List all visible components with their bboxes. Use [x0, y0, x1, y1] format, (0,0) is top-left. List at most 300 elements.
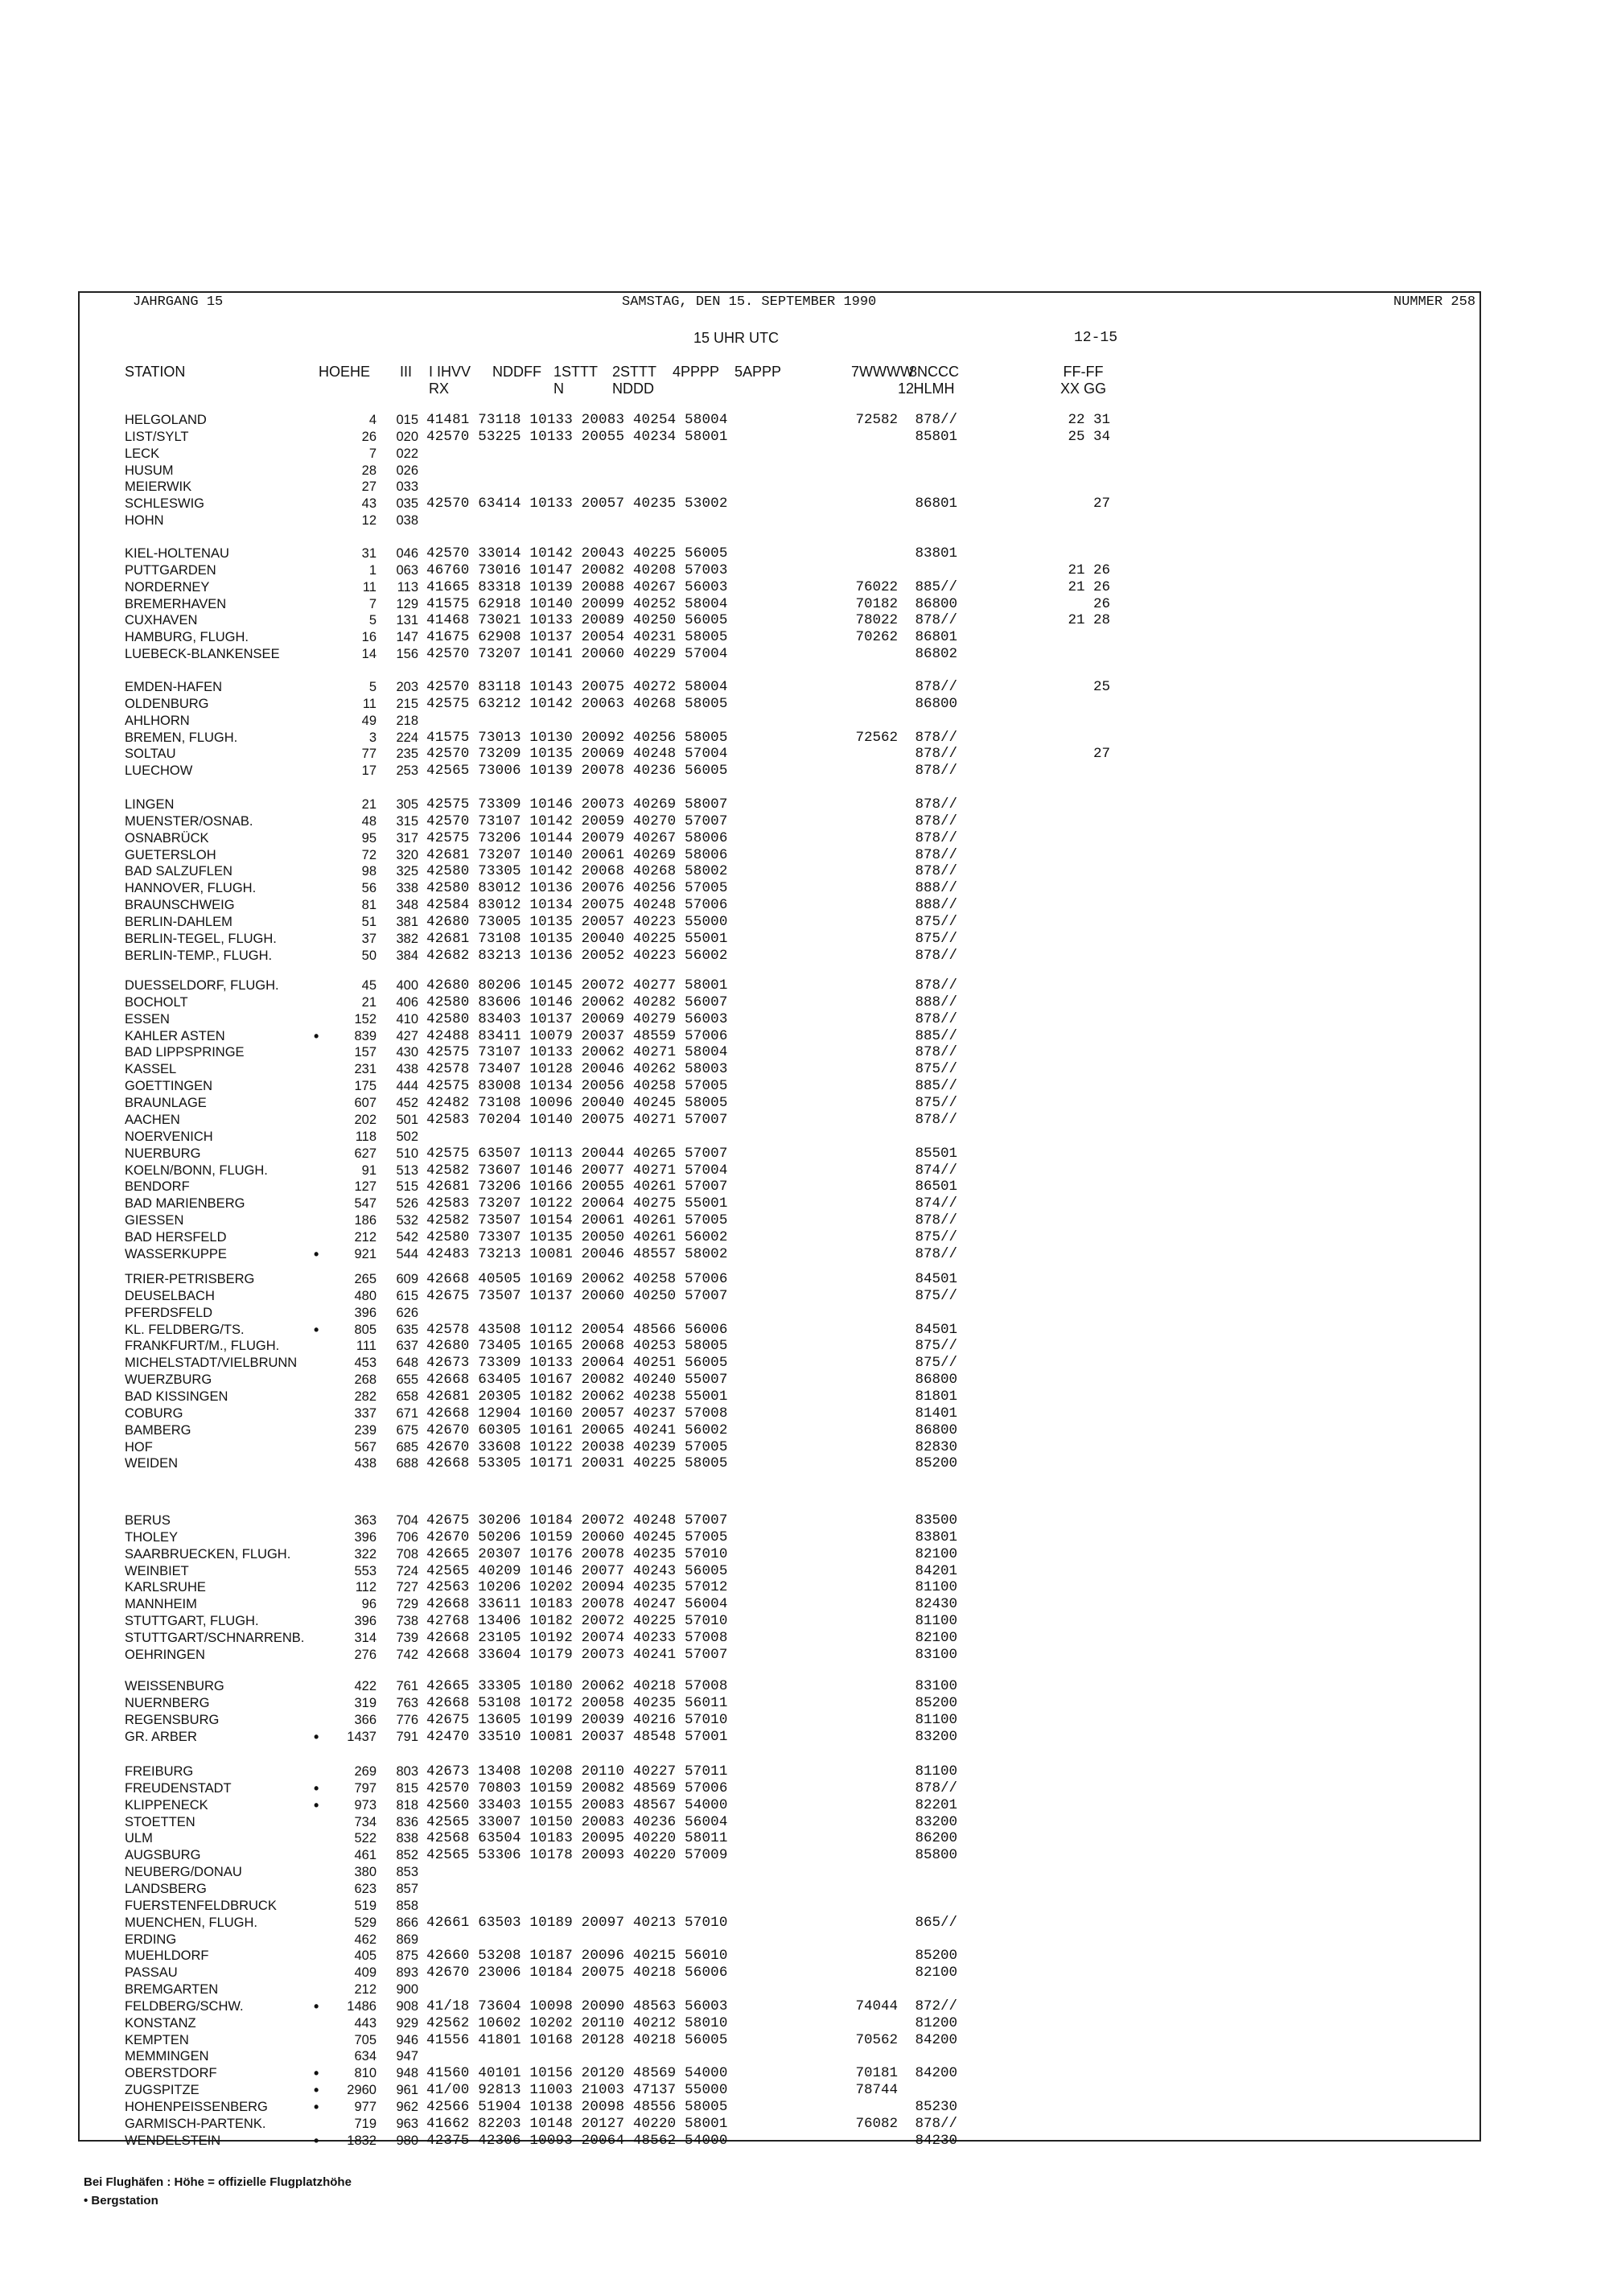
station-name: MANNHEIM	[125, 1597, 197, 1612]
weather-group-7: 78022	[855, 612, 898, 629]
station-height: 72	[361, 847, 377, 862]
table-row	[0, 1763, 1480, 1780]
cloud-group-8: 874//	[915, 1195, 957, 1212]
table-row	[0, 1338, 1480, 1355]
mountain-station-marker: •	[314, 1796, 319, 1813]
station-name: KONSTANZ	[125, 2015, 196, 2031]
cloud-group-8: 83100	[915, 1646, 957, 1663]
station-height: 186	[354, 1213, 377, 1228]
cloud-group-8: 875//	[915, 1338, 957, 1355]
footnote-airport-height: Bei Flughäfen : Höhe = offizielle Flugplatzhöhe	[84, 2175, 352, 2189]
station-height: 268	[354, 1372, 377, 1388]
station-id: 315	[396, 813, 418, 829]
station-id: 317	[396, 830, 418, 846]
station-height: 480	[354, 1288, 377, 1303]
station-name: NOERVENICH	[125, 1129, 213, 1144]
station-height: 3	[368, 730, 377, 745]
mountain-station-marker: •	[314, 2099, 319, 2115]
station-height: 461	[354, 1848, 377, 1863]
gust-group: 27	[1093, 496, 1110, 512]
station-id: 526	[396, 1196, 418, 1212]
station-height: 21	[361, 797, 377, 812]
table-row	[0, 1455, 1480, 1472]
col-ihvv-rx: I IHVV RX	[429, 364, 471, 397]
station-name: BRAUNLAGE	[125, 1096, 207, 1110]
synop-groups: 42682 83213 10136 20052 40223 56002	[426, 947, 728, 964]
col-7wwww: 7WWWW 12	[851, 364, 914, 397]
synop-groups: 41575 62918 10140 20099 40252 58004	[426, 595, 728, 612]
table-row	[0, 1212, 1480, 1229]
station-id: 739	[396, 1631, 418, 1645]
table-row	[0, 596, 1480, 613]
station-height: 627	[354, 1146, 377, 1161]
station-id: 655	[396, 1372, 418, 1388]
station-height: 96	[361, 1597, 377, 1612]
station-height: 529	[354, 1915, 377, 1930]
station-height: 26	[361, 429, 377, 444]
table-row	[0, 1129, 1480, 1146]
cloud-group-8: 878//	[915, 412, 957, 428]
cloud-group-8: 84200	[915, 2031, 957, 2048]
station-id: 515	[396, 1179, 418, 1195]
table-row	[0, 1830, 1480, 1847]
table-row	[0, 880, 1480, 897]
cloud-group-8: 83801	[915, 1529, 957, 1545]
cloud-group-8: 888//	[915, 880, 957, 897]
table-row	[0, 1695, 1480, 1712]
table-row	[0, 1288, 1480, 1305]
station-height: 112	[355, 1580, 377, 1595]
footnote-mountain-station: • Bergstation	[84, 2194, 158, 2208]
station-id: 501	[396, 1113, 418, 1127]
cloud-group-8: 874//	[915, 1162, 957, 1179]
station-name: MEMMINGEN	[125, 2049, 209, 2064]
station-height: 95	[361, 830, 377, 846]
station-height: 623	[354, 1881, 377, 1896]
station-name: GUETERSLOH	[125, 847, 216, 862]
cloud-group-8: 888//	[915, 994, 957, 1010]
station-height: 37	[361, 931, 377, 946]
cloud-group-8: 878//	[915, 947, 957, 964]
table-row	[0, 1981, 1480, 1998]
station-name: BREMEN, FLUGH.	[125, 730, 238, 745]
station-name: FREIBURG	[125, 1764, 194, 1779]
table-row	[0, 1179, 1480, 1195]
station-height: 322	[354, 1546, 377, 1562]
table-row	[0, 679, 1480, 696]
station-name: STOETTEN	[125, 1814, 195, 1829]
station-id: 626	[396, 1305, 418, 1320]
synop-groups: 42575 83008 10134 20056 40258 57005	[426, 1078, 728, 1095]
table-row	[0, 763, 1480, 780]
station-name: HOF	[125, 1439, 153, 1455]
cloud-group-8: 83100	[915, 1678, 957, 1694]
cloud-group-8: 878//	[915, 1780, 957, 1796]
synop-groups: 42661 63503 10189 20097 40213 57010	[426, 1914, 728, 1931]
cloud-group-8: 85200	[915, 1455, 957, 1472]
cloud-group-8: 82201	[915, 1796, 957, 1813]
cloud-group-8: 878//	[915, 863, 957, 880]
station-height: 634	[354, 2049, 377, 2064]
station-height: 462	[354, 1932, 377, 1947]
col-ff-ff: FF-FF XX GG	[1060, 364, 1107, 397]
gust-group: 21 26	[1068, 562, 1110, 578]
cloud-group-8: 888//	[915, 897, 957, 914]
cloud-group-8: 878//	[915, 813, 957, 829]
table-row	[0, 1712, 1480, 1729]
station-name: BAMBERG	[125, 1422, 191, 1438]
station-id: 818	[396, 1797, 418, 1813]
station-id: 869	[396, 1932, 418, 1947]
station-height: 212	[354, 1230, 377, 1245]
synop-groups: 42582 73507 10154 20061 40261 57005	[426, 1212, 728, 1229]
synop-groups: 42665 33305 10180 20062 40218 57008	[426, 1678, 728, 1694]
table-row	[0, 2133, 1480, 2150]
table-row	[0, 496, 1480, 512]
cloud-group-8: 82100	[915, 1965, 957, 1981]
col-1sttt: 1STTT N	[553, 364, 599, 397]
table-row	[0, 612, 1480, 629]
station-height: 522	[354, 1831, 377, 1846]
station-id: 853	[396, 1865, 418, 1880]
station-height: 337	[354, 1405, 377, 1421]
station-height: 422	[354, 1679, 377, 1693]
station-id: 035	[396, 496, 418, 512]
station-height: 319	[354, 1695, 377, 1710]
cloud-group-8: 875//	[915, 1095, 957, 1111]
station-height: 734	[354, 1814, 377, 1829]
station-name: HAMBURG, FLUGH.	[125, 630, 249, 645]
synop-groups: 42570 70803 10159 20082 48569 57006	[426, 1780, 728, 1796]
station-id: 063	[396, 562, 418, 578]
synop-groups: 42680 73405 10165 20068 40253 58005	[426, 1338, 728, 1355]
cloud-group-8: 878//	[915, 763, 957, 780]
station-height: 519	[354, 1898, 377, 1913]
station-height: 5	[368, 680, 377, 694]
synop-groups: 42580 83012 10136 20076 40256 57005	[426, 880, 728, 897]
weather-group-7: 70181	[855, 2065, 898, 2082]
station-name: GOETTINGEN	[125, 1079, 213, 1094]
station-name: MUEHLDORF	[125, 1948, 209, 1964]
station-height: 239	[354, 1422, 377, 1438]
synop-groups: 42575 73107 10133 20062 40271 58004	[426, 1044, 728, 1061]
table-row	[0, 1780, 1480, 1797]
station-name: BERLIN-TEMP., FLUGH.	[125, 948, 273, 963]
cloud-group-8: 83500	[915, 1512, 957, 1529]
synop-groups: 41675 62908 10137 20054 40231 58005	[426, 629, 728, 646]
station-name: WEISSENBURG	[125, 1679, 224, 1693]
station-id: 430	[396, 1045, 418, 1060]
table-row	[0, 1078, 1480, 1095]
table-row	[0, 948, 1480, 965]
table-row	[0, 629, 1480, 646]
station-id: 761	[396, 1679, 418, 1693]
station-height: 12	[361, 513, 377, 529]
cloud-group-8: 878//	[915, 2115, 957, 2132]
synop-groups: 42584 83012 10134 20075 40248 57006	[426, 897, 728, 914]
synop-groups: 46760 73016 10147 20082 40208 57003	[426, 562, 728, 578]
synop-groups: 42565 33007 10150 20083 40236 56004	[426, 1813, 728, 1830]
synop-groups: 42768 13406 10182 20072 40225 57010	[426, 1613, 728, 1630]
cloud-group-8: 86800	[915, 1422, 957, 1438]
station-name: NUERBURG	[125, 1146, 201, 1161]
station-height: 5	[368, 613, 377, 628]
table-row	[0, 863, 1480, 880]
station-height: 705	[354, 2032, 377, 2047]
table-row	[0, 512, 1480, 529]
station-id: 706	[396, 1529, 418, 1545]
col-8nccc: 8NCCC HLMH	[909, 364, 960, 397]
table-row	[0, 479, 1480, 496]
station-name: NEUBERG/DONAU	[125, 1865, 242, 1880]
station-id: 675	[396, 1422, 418, 1438]
station-name: PASSAU	[125, 1965, 178, 1981]
table-row	[0, 1305, 1480, 1322]
mountain-station-marker: •	[314, 1780, 319, 1796]
station-name: BERLIN-DAHLEM	[125, 915, 233, 929]
station-height: 43	[361, 496, 377, 512]
cloud-group-8: 82430	[915, 1596, 957, 1613]
station-id: 980	[396, 2133, 418, 2148]
synop-groups: 42665 20307 10176 20078 40235 57010	[426, 1545, 728, 1562]
station-height: 805	[354, 1322, 377, 1337]
cloud-group-8: 84501	[915, 1321, 957, 1338]
station-height: 314	[354, 1631, 377, 1645]
station-height: 202	[354, 1113, 377, 1127]
cloud-group-8: 878//	[915, 796, 957, 813]
synop-groups: 42675 73507 10137 20060 40250 57007	[426, 1287, 728, 1304]
synop-groups: 42570 53225 10133 20055 40234 58001	[426, 428, 728, 445]
station-height: 45	[361, 978, 377, 993]
station-name: OLDENBURG	[125, 696, 209, 711]
col-hoehe: HOEHE	[319, 364, 371, 380]
station-id: 704	[396, 1513, 418, 1528]
station-name: BREMGARTEN	[125, 1982, 219, 1998]
station-height: 380	[354, 1865, 377, 1880]
station-id: 688	[396, 1456, 418, 1471]
cloud-group-8: 885//	[915, 1078, 957, 1095]
cloud-group-8: 865//	[915, 1914, 957, 1931]
station-name: KLIPPENECK	[125, 1797, 208, 1813]
station-name: BREMERHAVEN	[125, 596, 227, 611]
station-height: 152	[354, 1011, 377, 1027]
station-id: 836	[396, 1814, 418, 1829]
table-row	[0, 463, 1480, 479]
table-row	[0, 2116, 1480, 2133]
table-row	[0, 2032, 1480, 2049]
station-name: LIST/SYLT	[125, 429, 189, 444]
table-row	[0, 1422, 1480, 1439]
station-name: BERLIN-TEGEL, FLUGH.	[125, 931, 277, 946]
gust-group: 26	[1093, 595, 1110, 612]
cloud-group-8: 878//	[915, 1112, 957, 1128]
cloud-group-8: 85200	[915, 1694, 957, 1711]
station-height: 921	[354, 1246, 377, 1261]
synop-groups: 41/00 92813 11003 21003 47137 55000	[426, 2082, 728, 2099]
synop-groups: 42681 20305 10182 20062 40238 55001	[426, 1389, 728, 1405]
station-id: 305	[396, 797, 418, 812]
table-row	[0, 1355, 1480, 1372]
synop-groups: 42570 83118 10143 20075 40272 58004	[426, 679, 728, 695]
synop-groups: 42583 70204 10140 20075 40271 57007	[426, 1112, 728, 1128]
station-height: 81	[361, 898, 377, 913]
station-name: WEIDEN	[125, 1456, 178, 1471]
station-height: 28	[361, 463, 377, 478]
station-height: 396	[354, 1529, 377, 1545]
station-name: OSNABRÜCK	[125, 830, 209, 846]
station-name: BAD LIPPSPRINGE	[125, 1045, 245, 1060]
station-id: 708	[396, 1546, 418, 1562]
table-row	[0, 1613, 1480, 1630]
synop-groups: 41665 83318 10139 20088 40267 56003	[426, 578, 728, 595]
cloud-group-8: 83801	[915, 545, 957, 562]
station-name: COBURG	[125, 1405, 183, 1421]
station-name: STUTTGART/SCHNARRENB.	[125, 1631, 305, 1645]
station-name: SOLTAU	[125, 747, 176, 762]
station-id: 908	[396, 1998, 418, 2014]
issue-number: NUMMER 258	[1393, 294, 1476, 310]
station-name: KL. FELDBERG/TS.	[125, 1322, 245, 1337]
table-row	[0, 1898, 1480, 1915]
cloud-group-8: 875//	[915, 1229, 957, 1245]
station-name: HOHN	[125, 513, 164, 529]
station-height: 719	[354, 2116, 377, 2131]
cloud-group-8: 86200	[915, 1830, 957, 1847]
station-name: MICHELSTADT/VIELBRUNN	[125, 1356, 298, 1371]
synop-groups: 42568 63504 10183 20095 40220 58011	[426, 1830, 728, 1847]
table-row	[0, 1647, 1480, 1664]
station-id: 452	[396, 1096, 418, 1110]
station-id: 320	[396, 847, 418, 862]
synop-groups: 42681 73206 10166 20055 40261 57007	[426, 1179, 728, 1195]
station-id: 015	[396, 413, 418, 427]
station-height: 405	[354, 1948, 377, 1964]
cloud-group-8: 81100	[915, 1763, 957, 1780]
synop-groups: 42675 30206 10184 20072 40248 57007	[426, 1512, 728, 1529]
synop-groups: 42570 73209 10135 20069 40248 57004	[426, 746, 728, 763]
table-row	[0, 1372, 1480, 1389]
synop-groups: 42575 63212 10142 20063 40268 58005	[426, 695, 728, 712]
table-row	[0, 1271, 1480, 1288]
station-name: LECK	[125, 446, 160, 461]
station-name: BAD SALZUFLEN	[125, 864, 233, 879]
synop-groups: 42670 33608 10122 20038 40239 57005	[426, 1438, 728, 1455]
table-row	[0, 412, 1480, 429]
weather-group-7: 76022	[855, 578, 898, 595]
station-id: 947	[396, 2049, 418, 2064]
synop-groups: 42488 83411 10079 20037 48559 57006	[426, 1027, 728, 1044]
station-name: BAD MARIENBERG	[125, 1196, 245, 1212]
station-name: KARLSRUHE	[125, 1580, 206, 1595]
station-name: DEUSELBACH	[125, 1288, 215, 1303]
station-height: 48	[361, 813, 377, 829]
cloud-group-8: 86800	[915, 695, 957, 712]
synop-groups: 42673 73309 10133 20064 40251 56005	[426, 1355, 728, 1372]
station-name: BENDORF	[125, 1179, 190, 1195]
station-height: 276	[354, 1647, 377, 1662]
station-name: REGENSBURG	[125, 1712, 220, 1727]
station-name: ZUGSPITZE	[125, 2083, 200, 2098]
table-row	[0, 1965, 1480, 1981]
table-row	[0, 1405, 1480, 1422]
synop-groups: 41481 73118 10133 20083 40254 58004	[426, 412, 728, 428]
station-id: 946	[396, 2032, 418, 2047]
station-id: 544	[396, 1246, 418, 1261]
synop-groups: 42681 73207 10140 20061 40269 58006	[426, 846, 728, 863]
table-row	[0, 562, 1480, 579]
cloud-group-8: 878//	[915, 612, 957, 629]
table-row	[0, 931, 1480, 948]
station-id: 129	[396, 596, 418, 611]
cloud-group-8: 85200	[915, 1948, 957, 1965]
station-name: KIEL-HOLTENAU	[125, 546, 229, 561]
synop-groups: 42668 33611 10183 20078 40247 56004	[426, 1596, 728, 1613]
station-height: 4	[368, 413, 377, 427]
station-id: 224	[396, 730, 418, 745]
mountain-station-marker: •	[314, 1998, 319, 2014]
synop-groups: 42570 63414 10133 20057 40235 53002	[426, 496, 728, 512]
station-name: WUERZBURG	[125, 1372, 212, 1388]
station-name: WENDELSTEIN	[125, 2133, 221, 2148]
cloud-group-8: 875//	[915, 914, 957, 930]
table-row	[0, 1932, 1480, 1948]
cloud-group-8: 875//	[915, 1355, 957, 1372]
table-row	[0, 2015, 1480, 2032]
station-height: 973	[354, 1797, 377, 1813]
station-height: 111	[356, 1339, 377, 1354]
station-id: 948	[396, 2066, 418, 2081]
table-row	[0, 1439, 1480, 1456]
synop-groups: 42668 12904 10160 20057 40237 57008	[426, 1405, 728, 1422]
mountain-station-marker: •	[314, 1728, 319, 1745]
station-height: 127	[354, 1179, 377, 1195]
cloud-group-8: 86501	[915, 1179, 957, 1195]
station-id: 444	[396, 1079, 418, 1094]
synop-groups: 42583 73207 10122 20064 40275 55001	[426, 1195, 728, 1212]
station-name: LUECHOW	[125, 763, 193, 779]
table-row	[0, 579, 1480, 596]
cloud-group-8: 878//	[915, 1010, 957, 1027]
synop-groups: 42675 13605 10199 20039 40216 57010	[426, 1711, 728, 1728]
table-row	[0, 1061, 1480, 1078]
station-height: 438	[354, 1456, 377, 1471]
synop-groups: 42578 73407 10128 20046 40262 58003	[426, 1061, 728, 1078]
synop-groups: 42580 73307 10135 20050 40261 56002	[426, 1229, 728, 1245]
table-row	[0, 746, 1480, 763]
table-row	[0, 1246, 1480, 1263]
station-height: 567	[354, 1439, 377, 1455]
weather-group-7: 72582	[855, 412, 898, 428]
table-row	[0, 914, 1480, 931]
table-row	[0, 713, 1480, 730]
synop-groups: 42660 53208 10187 20096 40215 56010	[426, 1948, 728, 1965]
station-height: 157	[354, 1045, 377, 1060]
synop-groups: 42575 73206 10144 20079 40267 58006	[426, 829, 728, 846]
report-date: SAMSTAG, DEN 15. SEPTEMBER 1990	[622, 294, 877, 310]
station-name: HOHENPEISSENBERG	[125, 2100, 268, 2114]
weather-group-7: 70262	[855, 629, 898, 646]
station-name: ULM	[125, 1831, 153, 1846]
station-name: BERUS	[125, 1513, 171, 1528]
gust-group: 25	[1093, 679, 1110, 695]
station-height: 265	[354, 1272, 377, 1286]
synop-groups: 42563 10206 10202 20094 40235 57012	[426, 1579, 728, 1596]
synop-groups: 42570 33014 10142 20043 40225 56005	[426, 545, 728, 562]
station-id: 815	[396, 1780, 418, 1796]
synop-groups: 42668 53108 10172 20058 40235 56011	[426, 1694, 728, 1711]
station-height: 363	[354, 1513, 377, 1528]
station-id: 685	[396, 1439, 418, 1455]
